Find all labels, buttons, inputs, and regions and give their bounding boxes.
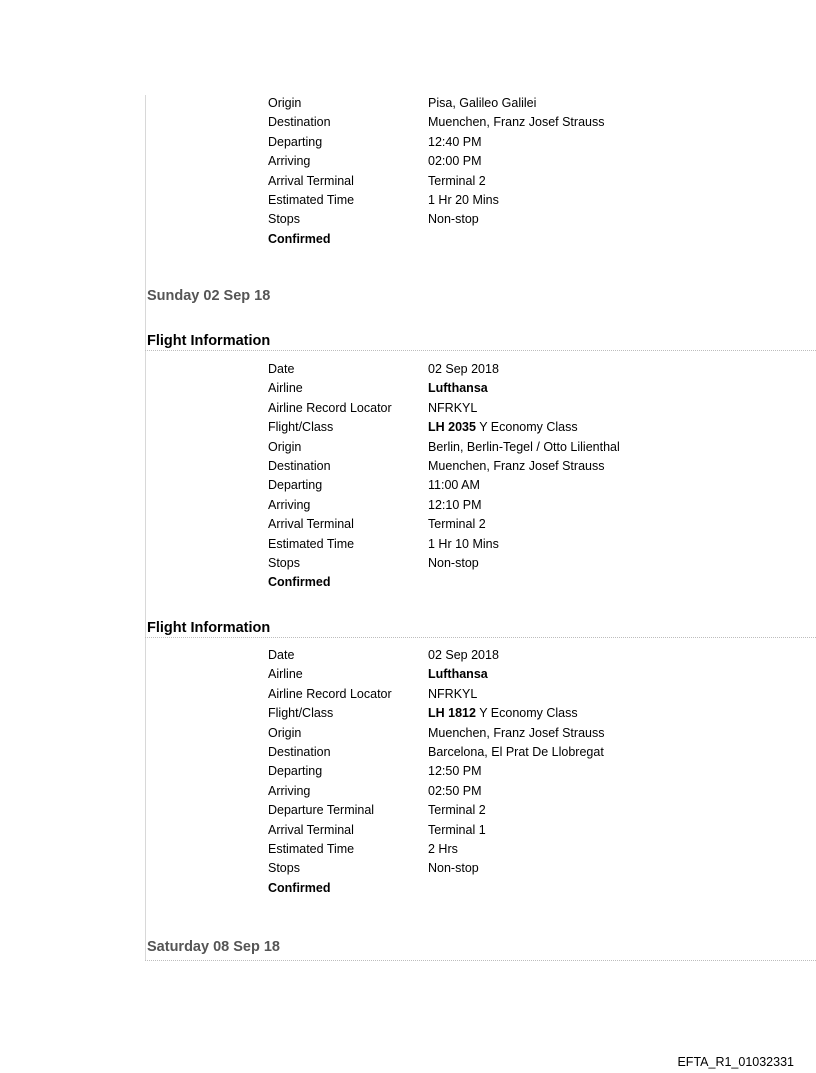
detail-value: Lufthansa	[428, 381, 488, 396]
flight-class: Y Economy Class	[475, 420, 578, 435]
detail-label: Date	[268, 648, 295, 662]
detail-value: 12:10 PM	[428, 497, 482, 512]
flight-info-heading-2: Flight Information	[147, 620, 271, 636]
detail-label: Estimated Time	[268, 536, 355, 551]
detail-value: Non-stop	[428, 861, 479, 876]
detail-value: Muenchen, Franz Josef Strauss	[428, 458, 605, 473]
left-border-flight2	[145, 637, 146, 961]
detail-label: Departing	[268, 764, 323, 779]
detail-value: Muenchen, Franz Josef Strauss	[428, 725, 605, 740]
detail-value: NFRKYL	[428, 686, 478, 701]
detail-value: Non-stop	[428, 555, 479, 570]
detail-label: Arrival Terminal	[268, 822, 354, 837]
detail-label: Destination	[268, 458, 331, 473]
status-confirmed: Confirmed	[268, 575, 331, 590]
detail-label: Origin	[268, 96, 302, 110]
detail-value: 1 Hr 10 Mins	[428, 536, 499, 551]
detail-label: Airline	[268, 667, 303, 682]
detail-value: 12:40 PM	[428, 134, 482, 149]
detail-label: Arrival Terminal	[268, 173, 354, 188]
detail-label: Airline Record Locator	[268, 686, 392, 701]
detail-value: Berlin, Berlin-Tegel / Otto Lilienthal	[428, 439, 620, 454]
status-confirmed: Confirmed	[268, 231, 331, 246]
detail-value: Muenchen, Franz Josef Strauss	[428, 115, 605, 130]
detail-label: Arrival Terminal	[268, 517, 354, 532]
detail-value: Lufthansa	[428, 667, 488, 682]
status-confirmed: Confirmed	[268, 880, 331, 895]
detail-value: 02:00 PM	[428, 154, 482, 169]
flight-class: Y Economy Class	[475, 706, 578, 721]
day-heading-sunday: Sunday 02 Sep 18	[147, 288, 271, 304]
detail-value: 12:50 PM	[428, 764, 482, 779]
section-divider	[145, 960, 816, 961]
detail-label: Stops	[268, 861, 300, 876]
detail-value: Terminal 2	[428, 803, 486, 818]
detail-label: Stops	[268, 555, 300, 570]
detail-value: NFRKYL	[428, 400, 478, 415]
detail-value	[428, 420, 578, 434]
detail-value: Non-stop	[428, 212, 479, 227]
detail-value: 2 Hrs	[428, 841, 458, 856]
detail-value: Terminal 2	[428, 517, 486, 532]
section-divider	[145, 637, 816, 638]
detail-label: Destination	[268, 115, 331, 130]
detail-label: Origin	[268, 439, 302, 454]
detail-value: 11:00 AM	[428, 478, 480, 493]
detail-label: Departing	[268, 478, 323, 493]
detail-value: 1 Hr 20 Mins	[428, 192, 499, 207]
detail-value	[428, 706, 578, 720]
flight-number: LH 2035	[428, 420, 476, 435]
detail-label: Estimated Time	[268, 841, 355, 856]
detail-value: Pisa, Galileo Galilei	[428, 96, 537, 110]
detail-label: Airline	[268, 381, 303, 396]
detail-value: 02 Sep 2018	[428, 648, 499, 662]
detail-label: Estimated Time	[268, 192, 355, 207]
left-border-flight1	[145, 350, 146, 640]
flight-info-heading-1: Flight Information	[147, 333, 271, 349]
detail-label: Flight/Class	[268, 420, 334, 435]
detail-label: Arriving	[268, 783, 311, 798]
detail-value: Terminal 1	[428, 822, 486, 837]
document-id: EFTA_R1_01032331	[677, 1055, 794, 1069]
detail-value: Terminal 2	[428, 173, 486, 188]
detail-value: 02 Sep 2018	[428, 362, 499, 376]
detail-label: Destination	[268, 744, 331, 759]
detail-label: Departure Terminal	[268, 803, 375, 818]
detail-label: Airline Record Locator	[268, 400, 392, 415]
day-heading-saturday: Saturday 08 Sep 18	[147, 939, 280, 955]
detail-label: Arriving	[268, 154, 311, 169]
detail-value: Barcelona, El Prat De Llobregat	[428, 744, 604, 759]
detail-label: Departing	[268, 134, 323, 149]
flight-number: LH 1812	[428, 706, 476, 721]
detail-label: Flight/Class	[268, 706, 334, 721]
detail-label: Arriving	[268, 497, 311, 512]
detail-value: 02:50 PM	[428, 783, 482, 798]
left-border-top	[145, 95, 146, 355]
detail-label: Stops	[268, 212, 300, 227]
section-divider	[145, 350, 816, 351]
detail-label: Date	[268, 362, 295, 376]
detail-label: Origin	[268, 725, 302, 740]
